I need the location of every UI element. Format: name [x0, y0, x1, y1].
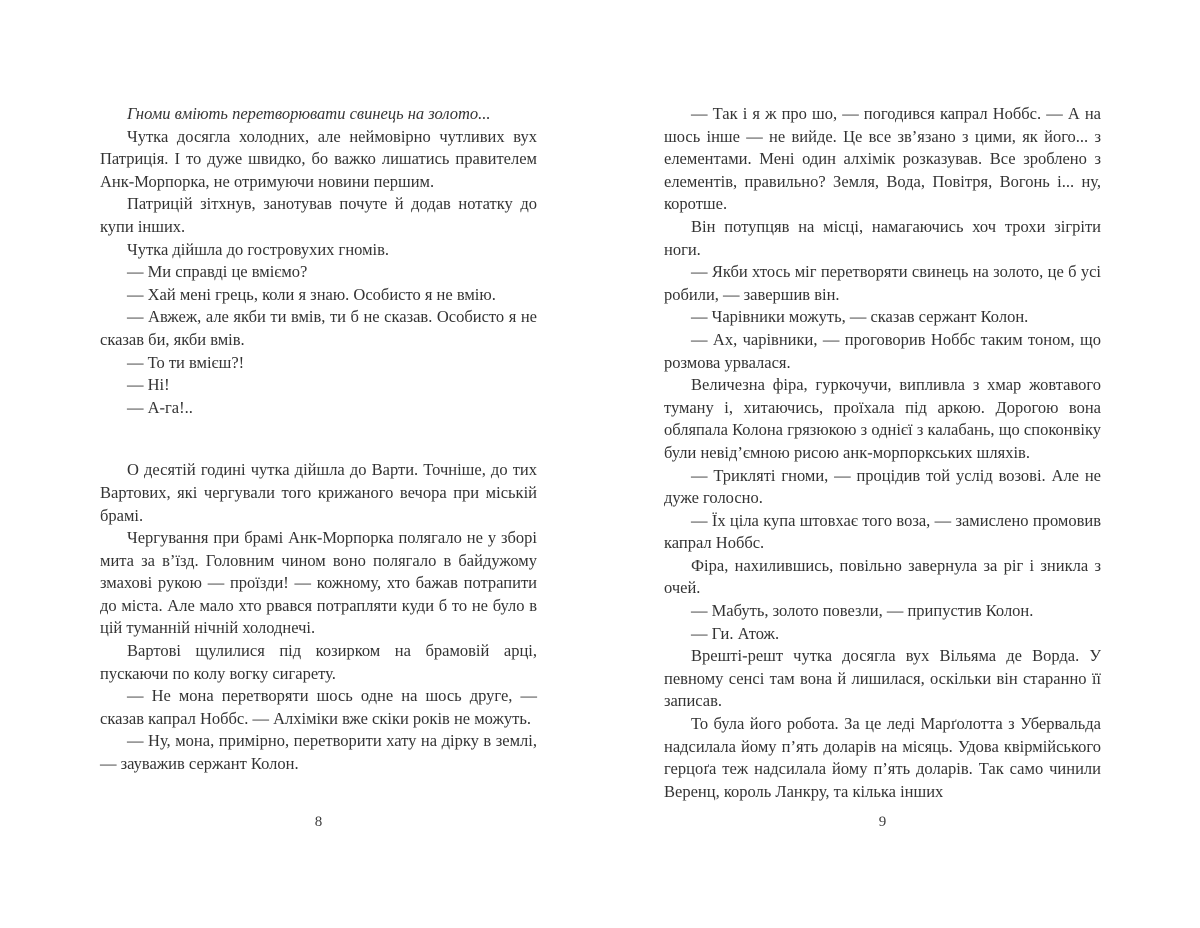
paragraph: Величезна фіра, гуркочучи, випливла з хмар жовтавого туману і, хитаючись, проїхала під аркою. Дорогою вона обляпала Колона грязюкою з однієї з калабань, що споконвіку були невід’ємною рисою анк-морпоркських шляхів. — [664, 375, 1101, 462]
paragraph: — Не мона перетворяти шось одне на шось друге, — сказав капрал Ноббс. — Алхіміки вже скіки років не можуть. — [100, 686, 537, 728]
paragraph: Вартові щулилися під козирком на брамовій арці, пускаючи по колу вогку сигарету. — [100, 641, 537, 683]
paragraph: — Ах, чарівники, — проговорив Ноббс таким тоном, що розмова урвалася. — [664, 329, 1101, 372]
paragraph: Фіра, нахилившись, повільно завернула за ріг і зникла з очей. — [664, 555, 1101, 598]
paragraph: То була його робота. За це леді Марґолотта з Убервальда надсилала йому п’ять доларів на місяць. Удова квірмійського герцоґа теж надсилала йому п’ять доларів. Так само чинили Веренц, король Ланкру, та кілька інших — [664, 714, 1101, 801]
paragraph: — Хай мені грець, коли я знаю. Особисто я не вмію. — [127, 284, 496, 304]
paragraph: — Ні! — [127, 375, 170, 395]
epigraph-line: Гноми вміють перетворювати свинець на золото... — [127, 104, 491, 123]
paragraph: — Мабуть, золото повезли, — припустив Колон. — [691, 601, 1034, 621]
paragraph: — То ти вмієш?! — [127, 352, 245, 372]
paragraph: — Авжеж, але якби ти вмів, ти б не сказав. Особисто я не сказав би, якби вмів. — [100, 307, 537, 349]
paragraph: — Ну, мона, примірно, перетворити хату на дірку в землі, — зауважив сержант Колон. — [100, 731, 537, 774]
paragraph: — Ги. Атож. — [691, 623, 780, 643]
paragraph: — А-га!.. — [127, 397, 193, 417]
paragraph: — Їх ціла купа штовхає того воза, — замислено промовив капрал Ноббс. — [664, 510, 1101, 553]
page-number-left: 8 — [314, 814, 323, 830]
paragraph: Врешті-решт чутка досягла вух Вільяма де Ворда. У певному сенсі там вона й лишилася, оскільки він старанно її записав. — [664, 646, 1101, 711]
page-number-right: 9 — [878, 814, 887, 830]
paragraph: Патрицій зітхнув, занотував почуте й додав нотатку до купи інших. — [100, 194, 537, 236]
page-left — [100, 103, 537, 776]
paragraph: — Якби хтось міг перетворяти свинець на золото, це б усі робили, — завершив він. — [664, 262, 1101, 304]
paragraph: О десятій годині чутка дійшла до Варти. Точніше, до тих Вартових, які чергували того крижаного вечора при міській брамі. — [100, 460, 537, 525]
paragraph: — Ми справді це вміємо? — [127, 262, 308, 282]
paragraph: — Чарівники можуть, — сказав сержант Колон. — [691, 307, 1029, 327]
paragraph: Він потупцяв на місці, намагаючись хоч трохи зігріти ноги. — [664, 216, 1101, 259]
page-right — [664, 103, 1101, 803]
paragraph: Чутка дійшла до гостровухих гномів. — [127, 239, 390, 259]
paragraph: — Трикляті гноми, — процідив той услід возові. Але не дуже голосно. — [664, 465, 1101, 508]
paragraph: — Так і я ж про шо, — погодився капрал Ноббс. — А на шось інше — не вийде. Це все зв’язано з цими, як його... з елементами. Мені один алхімік розказував. Все зроблено з елементів, правильно? Земля, Вода, Повітря, Вогонь і... ну, коротше. — [664, 104, 1101, 214]
paragraph: Чергування при брамі Анк-Морпорка полягало не у зборі мита за в’їзд. Головним чином воно полягало в байдужому змахові рукою — проїзди! — кожному, хто бажав потрапити до міста. Але мало хто рвався потрапляти куди б то не було в цій туманній нічній холоднечі. — [100, 528, 537, 638]
paragraph: Чутка досягла холодних, але неймовірно чутливих вух Патриція. І то дуже швидко, бо важко лишатись правителем Анк-Морпорка, не отримуючи новини першим. — [100, 126, 537, 191]
